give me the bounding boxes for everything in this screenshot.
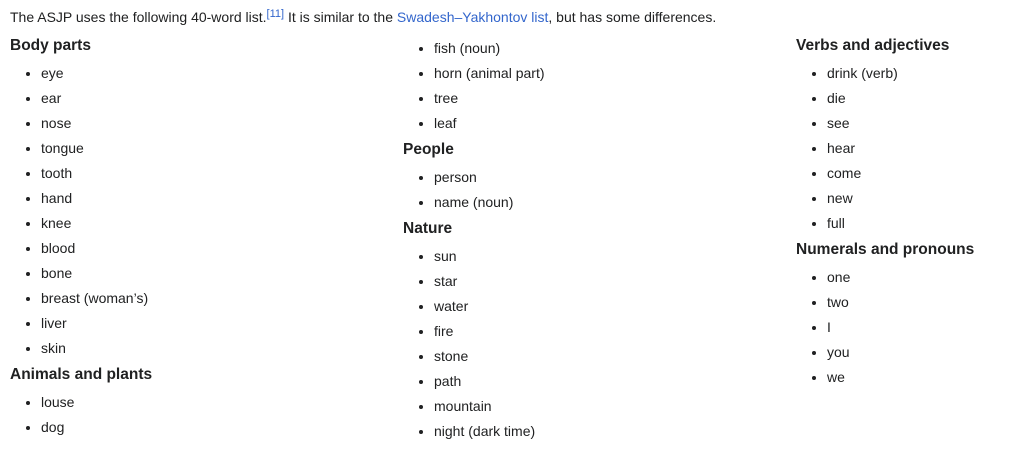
word-list-item: • name (noun): [434, 190, 796, 215]
word-list-item: • tooth: [41, 161, 403, 186]
word-list-item: • blood: [41, 236, 403, 261]
word-list-item: • two: [827, 290, 1024, 315]
intro-text-middle: It is similar to the: [284, 9, 397, 25]
word-list-item: • full: [827, 211, 1024, 236]
word-list-item: • I: [827, 315, 1024, 340]
word-list: [796, 265, 1024, 390]
category-heading: Verbs and adjectives: [796, 37, 950, 54]
word-list-item: • water: [434, 294, 796, 319]
word-list-item: • stone: [434, 344, 796, 369]
intro-text-before-ref: The ASJP uses the following 40-word list.: [10, 9, 267, 25]
word-list-item: • drink (verb): [827, 61, 1024, 86]
word-list-item: • breast (woman’s): [41, 286, 403, 311]
word-column-1: [10, 36, 403, 448]
category-heading: Animals and plants: [10, 366, 153, 383]
word-list-item: • knee: [41, 211, 403, 236]
word-list-item: • person: [434, 165, 796, 190]
word-list-item: • eye: [41, 61, 403, 86]
word-list-item: • liver: [41, 311, 403, 336]
reference-11-link[interactable]: [11]: [266, 8, 285, 20]
word-list-item: • skin: [41, 336, 403, 361]
word-list-item: • we: [827, 365, 1024, 390]
word-list-item: • ear: [41, 86, 403, 111]
word-list-item: • bone: [41, 261, 403, 286]
word-list: [10, 390, 403, 440]
word-list: [796, 61, 1024, 236]
word-list-item: • hand: [41, 186, 403, 211]
word-column-2: [403, 36, 796, 448]
word-list-item: • night (dark time): [434, 419, 796, 444]
word-list: [403, 244, 796, 444]
word-list: [403, 165, 796, 215]
swadesh-yakhontov-link[interactable]: Swadesh–Yakhontov list: [396, 9, 549, 25]
word-list-item: • dog: [41, 415, 403, 440]
word-list-item: • path: [434, 369, 796, 394]
word-list-item: • tongue: [41, 136, 403, 161]
category-heading: Nature: [403, 220, 453, 237]
word-list: [10, 61, 403, 361]
word-list-columns: [10, 36, 1014, 448]
word-list-item: • come: [827, 161, 1024, 186]
word-list-item: • star: [434, 269, 796, 294]
word-list-item: • hear: [827, 136, 1024, 161]
word-list-item: • new: [827, 186, 1024, 211]
word-list-item: • die: [827, 86, 1024, 111]
word-list-item: • one: [827, 265, 1024, 290]
word-list-item: • you: [827, 340, 1024, 365]
word-list-item: • fire: [434, 319, 796, 344]
category-heading: People: [403, 141, 454, 158]
word-list: [403, 36, 796, 136]
category-heading: Numerals and pronouns: [796, 241, 975, 258]
word-list-item: • nose: [41, 111, 403, 136]
word-list-item: • sun: [434, 244, 796, 269]
word-list-item: • horn (animal part): [434, 61, 796, 86]
word-list-item: • louse: [41, 390, 403, 415]
word-list-item: • fish (noun): [434, 36, 796, 61]
category-heading: Body parts: [10, 37, 91, 54]
intro-text-after-link: , but has some differences.: [548, 9, 717, 25]
word-list-item: • see: [827, 111, 1024, 136]
word-column-3: [796, 36, 1024, 448]
word-list-item: • mountain: [434, 394, 796, 419]
word-list-item: • leaf: [434, 111, 796, 136]
word-list-item: • tree: [434, 86, 796, 111]
intro-paragraph: [10, 6, 1014, 28]
